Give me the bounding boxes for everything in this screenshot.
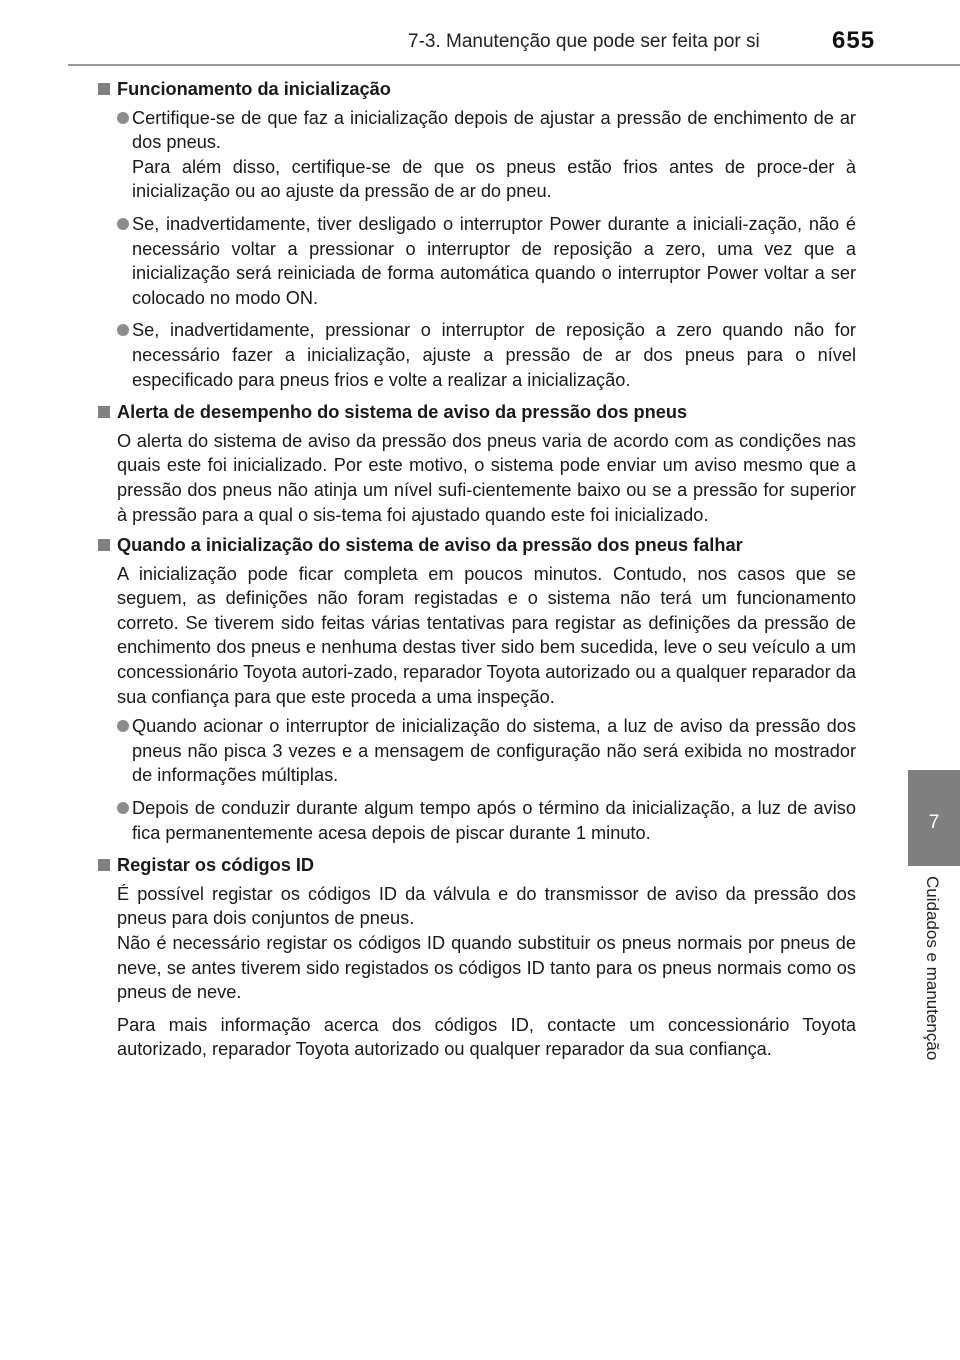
paragraph: Não é necessário registar os códigos ID quando substituir os pneus normais por pneus de neve, se antes tiverem sido registados os códigos ID tanto para os pneus normais como os pneus de neve. bbox=[117, 933, 856, 1003]
list-item: Se, inadvertidamente, pressionar o interruptor de reposição a zero quando não for necessário fazer a inicialização, ajuste a pressão de ar dos pneus para o nível especificado para pneus frios e volte a realizar a inicialização. bbox=[117, 318, 856, 392]
chapter-number: 7 bbox=[928, 812, 940, 833]
chapter-label: Cuidados e manutenção bbox=[923, 876, 942, 1061]
chapter-tab bbox=[908, 770, 960, 866]
round-bullet-icon bbox=[117, 802, 129, 814]
list-item: Se, inadvertidamente, tiver desligado o interruptor Power durante a iniciali-zação, não é necessário voltar a pressionar o interruptor de reposição a zero, uma vez que a inicialização será reiniciada de forma automática quando o interruptor Power voltar a ser colocado no modo ON. bbox=[117, 212, 856, 310]
section-title: 7-3. Manutenção que pode ser feita por si bbox=[408, 31, 760, 52]
page-header bbox=[0, 0, 960, 70]
square-bullet-icon bbox=[98, 859, 110, 871]
section-initialization bbox=[98, 77, 856, 392]
paragraph: A inicialização pode ficar completa em poucos minutos. Contudo, nos casos que se seguem, as definições não foram registadas e o sistema não terá um funcionamento correto. Se tiverem sido feitas várias tentativas para registar as definições da pressão de enchimento dos pneus e nenhuma destas tiver sido bem sucedida, leve o seu veículo a um concessionário Toyota autori-zado, reparador Toyota autorizado ou a qualquer reparador da sua confiança para que este proceda a uma inspeção. bbox=[117, 563, 856, 707]
round-bullet-icon bbox=[117, 324, 129, 336]
section-initialization-failure bbox=[98, 533, 856, 845]
paragraph: É possível registar os códigos ID da válvula e do transmissor de aviso da pressão dos pneus para dois conjuntos de pneus. bbox=[117, 883, 856, 929]
list-item: Depois de conduzir durante algum tempo após o término da inicialização, a luz de aviso fica permanentemente acesa depois de piscar durante 1 minuto. bbox=[117, 796, 856, 845]
header-divider bbox=[68, 64, 960, 66]
section-register-id-codes bbox=[98, 853, 856, 1062]
square-bullet-icon bbox=[98, 539, 110, 551]
section-heading: Registar os códigos ID bbox=[98, 853, 856, 878]
square-bullet-icon bbox=[98, 406, 110, 418]
paragraph: O alerta do sistema de aviso da pressão dos pneus varia de acordo com as condições nas quais este foi inicializado. Por este motivo, o sistema pode enviar um aviso mesmo que a pressão dos pneus não atinja um nível sufi-cientemente baixo ou se a pressão for superior à pressão para a qual o sis-tema foi ajustado quando este foi inicializado. bbox=[117, 430, 856, 525]
page-content bbox=[98, 77, 856, 1067]
round-bullet-icon bbox=[117, 218, 129, 230]
page-number: 655 bbox=[832, 27, 876, 54]
chapter-label-container bbox=[922, 876, 946, 1176]
square-bullet-icon bbox=[98, 83, 110, 95]
list-item: Quando acionar o interruptor de inicialização do sistema, a luz de aviso da pressão dos pneus não pisca 3 vezes e a mensagem de configuração não será exibida no mostrador de informações múltiplas. bbox=[117, 714, 856, 788]
section-heading: Alerta de desempenho do sistema de aviso da pressão dos pneus bbox=[98, 400, 856, 425]
paragraph: Para mais informação acerca dos códigos ID, contacte um concessionário Toyota autorizado, reparador Toyota autorizado ou qualquer reparador da sua confiança. bbox=[117, 1014, 856, 1060]
list-item: Certifique-se de que faz a inicialização depois de ajustar a pressão de enchimento de ar dos pneus. Para além disso, certifique-se de que os pneus estão frios antes de proce-der à inicialização ou ao ajuste da pressão de ar do pneu. bbox=[117, 106, 856, 204]
section-heading: Funcionamento da inicialização bbox=[98, 77, 856, 102]
section-performance-alert bbox=[98, 400, 856, 527]
round-bullet-icon bbox=[117, 112, 129, 124]
round-bullet-icon bbox=[117, 720, 129, 732]
section-heading: Quando a inicialização do sistema de aviso da pressão dos pneus falhar bbox=[98, 533, 856, 558]
